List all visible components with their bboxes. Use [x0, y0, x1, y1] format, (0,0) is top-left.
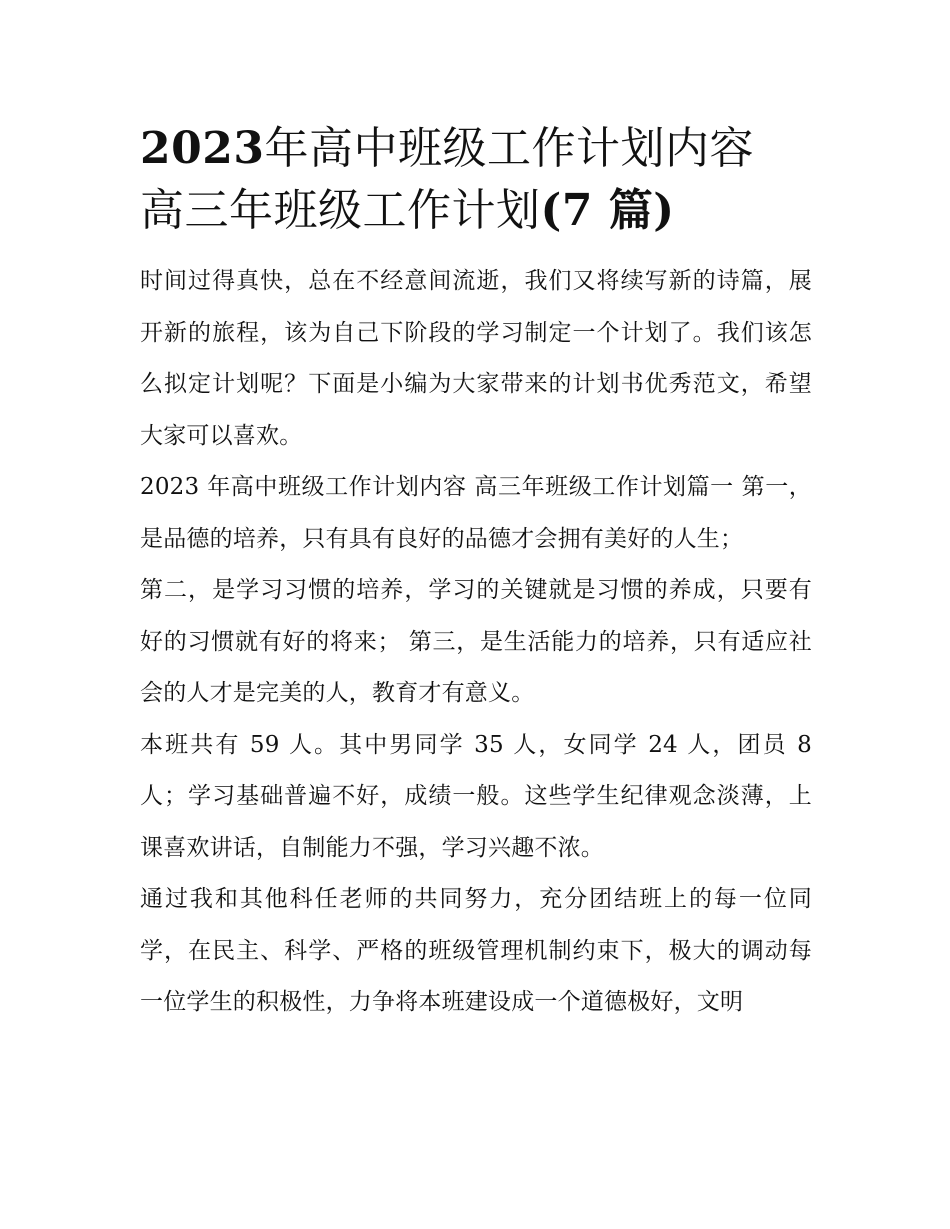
document-content [140, 118, 812, 1029]
paragraph-class-stats: 本班共有 59 人。其中男同学 35 人，女同学 24 人，团员 8 人；学习基础普遍不好，成绩一般。这些学生纪律观念淡薄，上课喜欢讲话，自制能力不强，学习兴趣不浓。 [140, 731, 812, 861]
title-count: (7 篇) [540, 185, 675, 236]
title-line-2-text: 高三年班级工作计划 [140, 185, 541, 236]
paragraph-goals: 通过我和其他科任老师的共同努力，充分团结班上的每一位同学，在民主、科学、严格的班级管理机制约束下，极大的调动每一位学生的积极性，力争将本班建设成一个道德极好，文明 [140, 886, 812, 1015]
title-line-2 [140, 180, 812, 242]
title-line-1 [140, 118, 812, 180]
title-line-1-text: 年高中班级工作计划内容 [264, 123, 754, 174]
paragraph-intro: 时间过得真快，总在不经意间流逝，我们又将续写新的诗篇，展开新的旅程，该为自己下阶段的学习制定一个计划了。我们该怎么拟定计划呢？下面是小编为大家带来的计划书优秀范文，希望大家可以喜欢。 [140, 268, 812, 449]
paragraph-section-one: 2023 年高中班级工作计划内容 高三年班级工作计划篇一 第一，是品德的培养，只有具有良好的品德才会拥有美好的人生； [140, 474, 812, 552]
document-title [140, 118, 812, 242]
paragraph-habits: 第二，是学习习惯的培养，学习的关键就是习惯的养成，只要有好的习惯就有好的将来； 第三，是生活能力的培养，只有适应社会的人才是完美的人，教育才有意义。 [140, 577, 812, 706]
title-year: 2023 [140, 123, 265, 174]
